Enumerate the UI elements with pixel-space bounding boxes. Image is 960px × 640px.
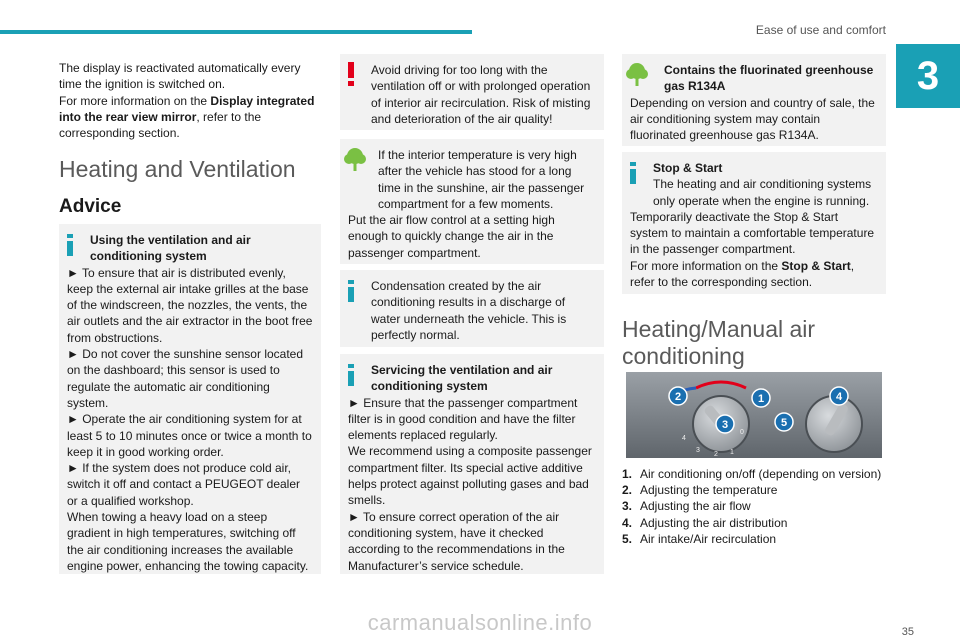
- callout-4-label: 4: [835, 391, 843, 403]
- fan-mark-2: 2: [714, 451, 718, 458]
- callout-3-label: 3: [721, 419, 729, 431]
- legend-num: 1.: [622, 467, 633, 481]
- heading-advice: Advice: [59, 196, 122, 217]
- gas-title: Contains the fluorinated greenhouse gas R134A: [664, 63, 874, 94]
- eco-text-2: Put the air flow control at a setting high enough to quickly change the air in the passenger compartment.: [348, 213, 555, 260]
- stop-start-text-3: [630, 258, 878, 291]
- legend-text: Adjusting the air flow: [640, 499, 751, 514]
- servicing-line-2: We recommend using a composite passenger compartment filter. Its special active additive helps protect against polluting gases and bad smells.: [348, 444, 592, 508]
- intro-text-3: , refer to the corresponding section.: [59, 109, 262, 141]
- heading-heating-ventilation: Heating and Ventilation: [59, 156, 296, 182]
- warning-box: [340, 54, 604, 130]
- intro-paragraph: [59, 60, 321, 141]
- gas-text: Depending on version and country of sale, the air conditioning system may contain fluorinated greenhouse gas R134A.: [630, 95, 875, 143]
- leaf-icon: [344, 147, 366, 171]
- control-legend-list: [622, 466, 886, 547]
- callout-5-label: 5: [780, 417, 788, 429]
- info-line-3: ► Operate the air conditioning system for at least 5 to 10 minutes once or twice a month to keep it in good working order.: [67, 412, 312, 459]
- legend-num: 5.: [622, 531, 633, 546]
- warning-text: Avoid driving for too long with the ventilation off or with prolonged operation of interior air recirculation. Risk of misting and deterioration of the air quality!: [371, 63, 591, 126]
- greenhouse-gas-box: [622, 54, 886, 146]
- info-line-4: ► If the system does not produce cold air, switch it off and contact a PEUGEOT dealer or a qualified workshop.: [67, 461, 301, 508]
- servicing-line-1: ► Ensure that the passenger compartment filter is in good condition and have the filter elements replaced regularly.: [348, 395, 578, 443]
- stop-start-term: Stop & Start: [781, 258, 851, 273]
- info-icon: [347, 364, 355, 386]
- info-line-2: ► Do not cover the sunshine sensor located on the dashboard; this sensor is used to regulate the automatic air conditioning system.: [67, 347, 304, 410]
- servicing-line-3: ► To ensure correct operation of the air conditioning system, have it checked according to the recommendations in the Manufacturer’s service schedule.: [348, 509, 565, 573]
- legend-num: 3.: [622, 499, 633, 514]
- eco-box: [340, 139, 604, 264]
- stop-start-text-2: Temporarily deactivate the Stop & Start system to maintain a comfortable temperature in the passenger compartment.: [630, 209, 875, 257]
- legend-item-3: [622, 498, 886, 514]
- fan-mark-0: 0: [740, 429, 744, 436]
- section-title: Ease of use and comfort: [755, 23, 886, 37]
- stop-start-text-3a: For more information on the: [630, 258, 782, 273]
- condensation-box: [340, 270, 604, 347]
- fan-mark-1: 1: [730, 449, 734, 456]
- eco-text-1: If the interior temperature is very high after the vehicle has stood for a long time in the sunshine, air the passenger compartment for a few moments.: [378, 148, 585, 211]
- legend-text: Adjusting the air distribution: [640, 515, 788, 530]
- page-number: 35: [901, 626, 914, 638]
- fan-mark-4: 4: [682, 435, 686, 442]
- chapter-number: 3: [896, 44, 960, 108]
- watermark-url: carmanualsonline.info: [367, 610, 593, 635]
- leaf-icon: [626, 62, 648, 86]
- legend-item-4: [622, 515, 886, 531]
- callout-2-label: 2: [674, 391, 682, 403]
- intro-text-2: For more information on the: [59, 93, 211, 108]
- legend-num: 4.: [622, 515, 633, 530]
- info-box-title: Using the ventilation and air conditioning system: [90, 233, 251, 264]
- legend-num: 2.: [622, 483, 633, 498]
- info-line-5: When towing a heavy load on a steep gradient in high temperatures, switching off the air conditioning increases the available engine power, enhancing the towing capacity.: [67, 510, 309, 573]
- fan-mark-3: 3: [696, 447, 700, 454]
- info-box-ventilation: [59, 224, 321, 574]
- info-icon: [347, 280, 355, 302]
- condensation-text: Condensation created by the air conditioning results in a discharge of water underneath the vehicle. This is perfectly normal.: [371, 279, 567, 342]
- callout-1-label: 1: [757, 393, 765, 405]
- heating-panel-figure: [626, 372, 882, 458]
- heading-manual-ac: Heating/Manual air conditioning: [622, 316, 816, 369]
- legend-item-2: [622, 482, 886, 498]
- legend-text: Air intake/Air recirculation: [640, 531, 777, 546]
- legend-item-1: [622, 466, 886, 482]
- stop-start-box: [622, 152, 886, 294]
- info-line-1: ► To ensure that air is distributed evenly, keep the external air intake grilles at the base of the windscreen, the nozzles, the vents, the air outlets and the air extractor in the boot free from obstructions.: [67, 265, 313, 345]
- servicing-title: Servicing the ventilation and air conditioning system: [371, 363, 553, 394]
- intro-text: The display is reactivated automatically every time the ignition is switched on.: [59, 61, 301, 92]
- legend-text: Adjusting the temperature: [640, 483, 778, 498]
- warning-icon: [347, 62, 355, 86]
- stop-start-title: Stop & Start: [653, 161, 723, 175]
- stop-start-text-1: The heating and air conditioning systems only operate when the engine is running.: [653, 177, 872, 208]
- header-accent-bar: [0, 30, 472, 34]
- legend-text: Air conditioning on/off (depending on version): [640, 467, 882, 481]
- stop-start-text-3c: , refer to the corresponding section.: [630, 258, 855, 290]
- legend-item-5: [622, 531, 886, 547]
- intro-link-term: Display integrated into the rear view mirror: [59, 93, 315, 124]
- info-icon: [629, 162, 637, 184]
- servicing-box: [340, 354, 604, 574]
- info-icon: [66, 234, 74, 256]
